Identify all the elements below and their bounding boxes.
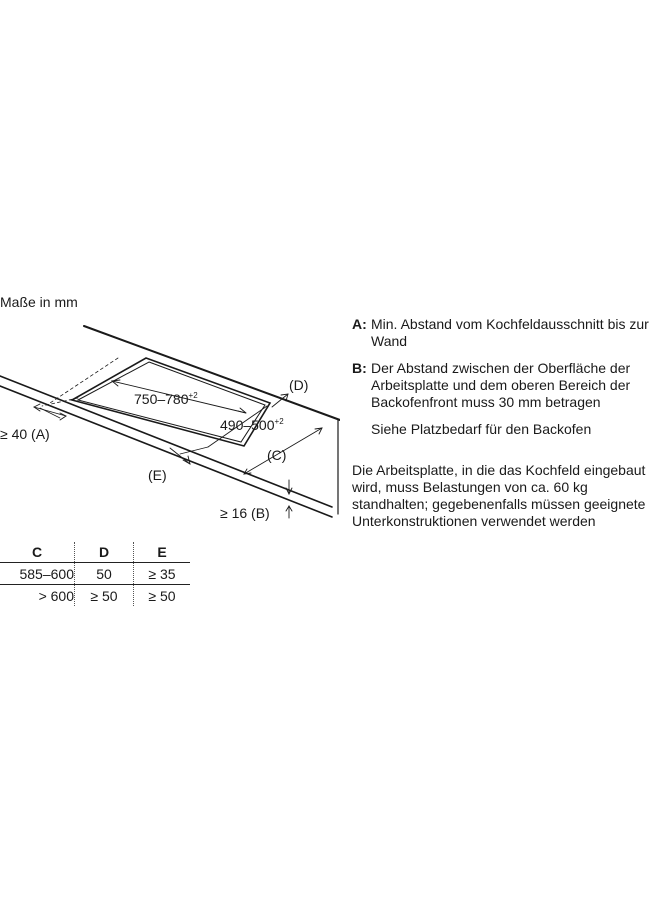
table-cell: > 600 bbox=[0, 585, 75, 607]
dimension-table bbox=[0, 542, 190, 606]
installation-diagram bbox=[0, 0, 340, 540]
label-c: (C) bbox=[267, 447, 287, 463]
note-a-key: A: bbox=[352, 316, 367, 332]
depth-dimension-label: $490-500^{+2}$ bbox=[220, 417, 284, 433]
table-header-e: E bbox=[134, 542, 191, 563]
label-a: ≥ 40 (A) bbox=[0, 426, 50, 442]
table-header-d: D bbox=[75, 542, 134, 563]
note-b bbox=[352, 360, 652, 411]
label-d: (D) bbox=[289, 377, 309, 393]
a-dim-arrow-right bbox=[60, 413, 66, 420]
worktop-back-edge bbox=[84, 326, 340, 420]
table-header-c: C bbox=[0, 542, 75, 563]
table-cell: ≥ 50 bbox=[75, 585, 134, 607]
table-row bbox=[0, 563, 190, 585]
oven-note: Siehe Platzbedarf für den Backofen bbox=[371, 421, 592, 437]
note-b-key: B: bbox=[352, 360, 367, 376]
width-dim-arrow-right bbox=[238, 408, 246, 413]
table-cell: 585–600 bbox=[0, 563, 75, 585]
load-note: Die Arbeitsplatte, in die das Kochfeld eingebaut wird, muss Belastungen von ca. 60 kg standhalten; gegebenenfalls müssen geeignete Unterkonstruktionen verwendet werden bbox=[352, 462, 646, 529]
notes-panel bbox=[352, 316, 652, 530]
note-b-text: Der Abstand zwischen der Oberfläche der Arbeitsplatte und dem oberen Bereich der Backofenfront muss 30 mm betragen bbox=[371, 360, 631, 410]
a-leader bbox=[40, 408, 60, 418]
label-b: ≥ 16 (B) bbox=[220, 505, 270, 521]
label-e: (E) bbox=[148, 467, 167, 483]
a-dim-line bbox=[34, 407, 66, 416]
table-cell: 50 bbox=[75, 563, 134, 585]
note-a-text: Min. Abstand vom Kochfeldausschnitt bis zur Wand bbox=[371, 316, 649, 349]
table-cell: ≥ 35 bbox=[134, 563, 191, 585]
note-a bbox=[352, 316, 652, 350]
table-row bbox=[0, 585, 190, 607]
units-label: Maße in mm bbox=[0, 294, 78, 310]
table-cell: ≥ 50 bbox=[148, 587, 176, 604]
width-dimension-label: $750-780^{+2}$ bbox=[134, 391, 198, 407]
